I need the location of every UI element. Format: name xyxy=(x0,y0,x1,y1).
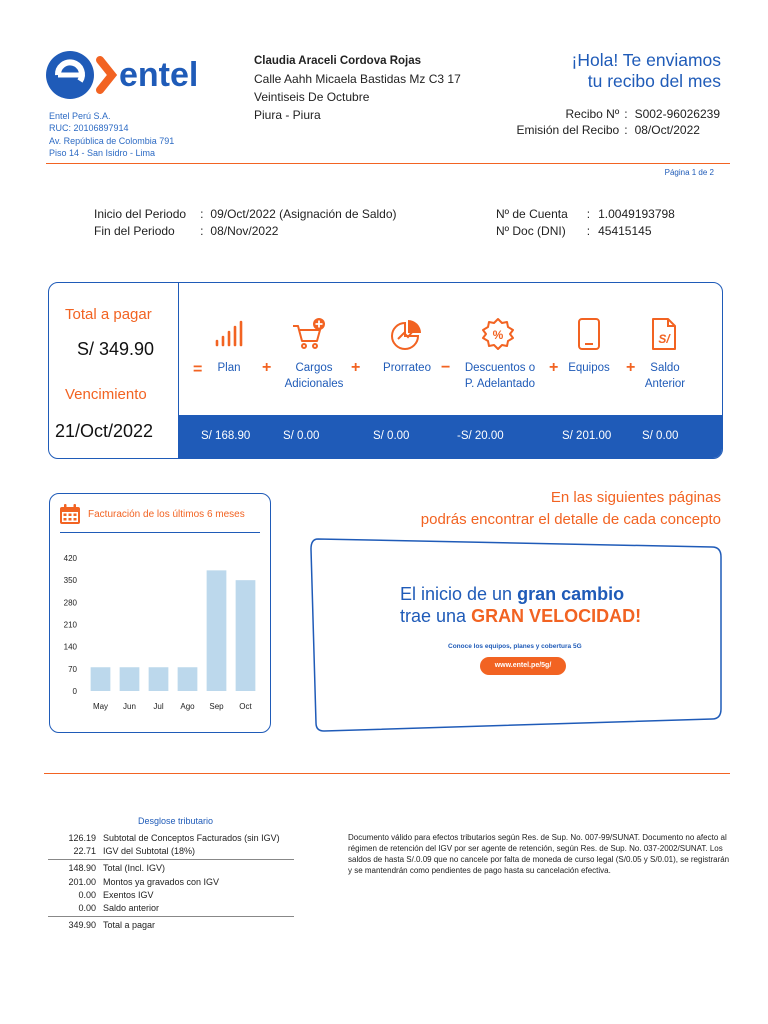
total-label: Total a pagar xyxy=(65,306,152,323)
concept-label: Plan xyxy=(217,362,241,374)
chart-bar xyxy=(149,667,169,691)
tax-amount: 148.90 xyxy=(68,863,96,874)
tax-amount: 0.00 xyxy=(78,889,96,900)
company-line: Av. República de Colombia 791 xyxy=(49,135,175,146)
cuenta-value: 1.0049193798 xyxy=(598,207,675,221)
inicio-value: 09/Oct/2022 (Asignación de Saldo) xyxy=(210,207,397,221)
promo-frame xyxy=(308,537,725,733)
concept-label: P. Adelantado xyxy=(464,377,536,390)
concept-saldo xyxy=(637,361,693,392)
client-address: Piura - Piura xyxy=(254,108,321,122)
tax-row xyxy=(48,902,294,915)
cargos-amount: S/ 0.00 xyxy=(283,430,320,442)
next-pages-note xyxy=(421,487,721,531)
chart-bar xyxy=(207,570,227,691)
header-divider xyxy=(46,163,730,164)
cuenta-label: Nº de Cuenta xyxy=(496,207,568,221)
client-name: Claudia Araceli Cordova Rojas xyxy=(254,55,422,67)
period-info: Inicio del Periodo : 09/Oct/2022 (Asignación de Saldo) Fin del Periodo : 08/Nov/2022 xyxy=(94,207,397,238)
tax-label: Saldo anterior xyxy=(103,902,160,913)
equipos-amount: S/ 201.00 xyxy=(562,430,612,442)
promo-subheadline-text: trae una xyxy=(400,606,472,626)
tax-label: Montos ya gravados con IGV xyxy=(103,876,220,887)
concept-equipos xyxy=(560,361,618,377)
x-tick-label: May xyxy=(92,702,109,711)
concept-descuentos xyxy=(455,361,545,392)
total-panel xyxy=(49,283,179,458)
y-tick-label: 420 xyxy=(63,554,77,563)
descuentos-amount: -S/ 20.00 xyxy=(457,430,504,442)
chart-bar xyxy=(178,667,198,691)
entel-logo xyxy=(44,48,234,102)
page-indicator: Página 1 de 2 xyxy=(664,168,714,177)
signal-bars-icon xyxy=(212,317,246,351)
company-line: Piso 14 - San Isidro - Lima xyxy=(49,147,156,158)
y-tick-label: 140 xyxy=(63,642,77,652)
svg-text:S/: S/ xyxy=(658,332,670,346)
tax-divider xyxy=(48,916,294,917)
tax-divider xyxy=(48,859,294,860)
y-tick-label: 280 xyxy=(63,598,77,608)
tax-row xyxy=(48,919,294,932)
plus-operator: + xyxy=(626,359,636,376)
phone-icon xyxy=(572,317,606,351)
fin-value: 08/Nov/2022 xyxy=(210,223,279,238)
x-tick-label: Oct xyxy=(239,702,252,711)
y-tick-label: 70 xyxy=(68,664,77,674)
fin-label: Fin del Periodo xyxy=(94,223,175,238)
x-tick-label: Sep xyxy=(209,702,224,711)
emision-label: Emisión del Recibo xyxy=(516,122,620,137)
tax-label: Total (Incl. IGV) xyxy=(103,863,166,874)
company-info xyxy=(49,110,174,159)
tax-row xyxy=(48,876,294,889)
tax-label: IGV del Subtotal (18%) xyxy=(103,846,196,857)
concept-label: Equipos xyxy=(568,362,610,374)
tax-amount: 22.71 xyxy=(73,846,96,857)
tax-row xyxy=(48,889,294,902)
tax-amount: 349.90 xyxy=(68,920,96,931)
plus-operator: + xyxy=(262,359,272,376)
plan-amount: S/ 168.90 xyxy=(201,430,251,442)
tax-label: Total a pagar xyxy=(103,920,156,931)
promo-headline-bold: gran cambio xyxy=(517,584,625,604)
tax-amount: 201.00 xyxy=(68,876,96,887)
prorrateo-amount: S/ 0.00 xyxy=(373,430,410,442)
y-tick-label: 0 xyxy=(72,687,77,696)
promo-subheadline xyxy=(400,606,641,627)
concept-label: Anterior xyxy=(644,377,686,390)
concept-label: Adicionales xyxy=(284,377,344,390)
promo-headline xyxy=(400,584,624,605)
recibo-value: S002-96026239 xyxy=(634,107,720,121)
greeting-line: tu recibo del mes xyxy=(587,71,721,91)
concept-prorrateo xyxy=(371,361,443,377)
greeting xyxy=(572,50,721,92)
legal-notice: Documento válido para efectos tributarios según Res. de Sup. No. 007-99/SUNAT. Documento no afecto al régimen de retención del IGV por ser agente de retención, según Res. de Sup. No. 037-2002/SUNAT. Los saldos de hasta S/.0.09 que no cancele por falta de moneda de curso legal (S/0.05 y S/0.01), se registrarán y se mantendrán como pendientes de pago hasta su cancelación efectiva. xyxy=(348,833,730,875)
next-pages-line: podrás encontrar el detalle de cada concepto xyxy=(420,511,721,528)
svg-text:%: % xyxy=(492,328,504,342)
equals-operator: = xyxy=(193,361,203,378)
promo-subheadline-bold: GRAN VELOCIDAD! xyxy=(471,606,642,626)
amounts-bar xyxy=(179,415,722,458)
promo-banner[interactable] xyxy=(308,537,725,733)
next-pages-line: En las siguientes páginas xyxy=(550,489,721,506)
tax-amount: 0.00 xyxy=(78,902,96,913)
y-tick-label: 350 xyxy=(63,576,77,586)
document-soles-icon xyxy=(647,317,681,351)
tax-breakdown-title: Desglose tributario xyxy=(138,816,214,826)
company-line: Entel Perú S.A. xyxy=(49,111,111,121)
greeting-line: ¡Hola! Te enviamos xyxy=(571,50,721,70)
plus-operator: + xyxy=(549,359,559,376)
tax-breakdown xyxy=(48,832,294,932)
x-tick-label: Jun xyxy=(123,702,136,711)
emision-value: 08/Oct/2022 xyxy=(634,122,700,137)
concept-label: Prorrateo xyxy=(383,362,431,374)
chart-title: Facturación de los últimos 6 meses xyxy=(88,509,245,520)
account-info: Nº de Cuenta : 1.0049193798 Nº Doc (DNI) : 45415145 xyxy=(496,207,675,238)
promo-headline-text: El inicio de un xyxy=(400,584,518,604)
concept-label: Saldo xyxy=(650,362,680,374)
client-address: Calle Aahh Micaela Bastidas Mz C3 17 xyxy=(254,72,461,86)
recibo-label: Recibo Nº xyxy=(565,107,620,121)
payment-summary xyxy=(48,282,723,459)
tax-label: Exentos IGV xyxy=(103,889,154,900)
plus-operator: + xyxy=(351,359,361,376)
promo-caption: Conoce los equipos, planes y cobertura 5G xyxy=(448,643,582,650)
concept-label: Descuentos o xyxy=(464,362,536,374)
tax-row xyxy=(48,862,294,875)
chart-bar xyxy=(91,667,111,691)
company-line: RUC: 20106897914 xyxy=(49,123,129,134)
chart-bar xyxy=(120,667,140,691)
y-tick-label: 210 xyxy=(63,620,77,630)
logo-text: entel xyxy=(119,56,199,94)
receipt-info: Recibo Nº : S002-96026239 Emisión del Recibo : 08/Oct/2022 xyxy=(516,107,720,137)
tax-amount: 126.19 xyxy=(68,833,96,843)
chart-bar xyxy=(236,580,256,691)
section-divider xyxy=(44,773,730,774)
doc-value: 45415145 xyxy=(598,223,652,238)
inicio-label: Inicio del Periodo xyxy=(94,207,187,221)
concept-label: Cargos xyxy=(295,362,333,374)
concept-plan xyxy=(209,361,249,377)
x-tick-label: Ago xyxy=(180,702,195,711)
cart-plus-icon xyxy=(292,317,326,351)
total-value: S/ 349.90 xyxy=(77,339,155,359)
minus-operator: − xyxy=(441,359,451,376)
discount-badge-icon xyxy=(481,317,515,351)
tax-row xyxy=(48,832,294,845)
pie-chart-icon xyxy=(390,317,424,351)
client-address: Veintiseis De Octubre xyxy=(254,90,370,104)
promo-link-button[interactable]: www.entel.pe/5g/ xyxy=(480,657,566,675)
chart-title-underline xyxy=(60,532,260,533)
concept-cargos xyxy=(271,361,357,392)
tax-label: Subtotal de Conceptos Facturados (sin IGV) xyxy=(103,833,280,843)
calendar-icon xyxy=(59,503,81,525)
due-value: 21/Oct/2022 xyxy=(55,421,154,441)
due-label: Vencimiento xyxy=(65,386,147,403)
billing-bar-chart xyxy=(50,544,268,714)
doc-label: Nº Doc (DNI) xyxy=(496,223,566,238)
x-tick-label: Jul xyxy=(153,702,164,711)
client-info xyxy=(254,52,461,124)
tax-row xyxy=(48,845,294,858)
billing-chart-card xyxy=(49,493,271,733)
saldo-amount: S/ 0.00 xyxy=(642,430,679,442)
